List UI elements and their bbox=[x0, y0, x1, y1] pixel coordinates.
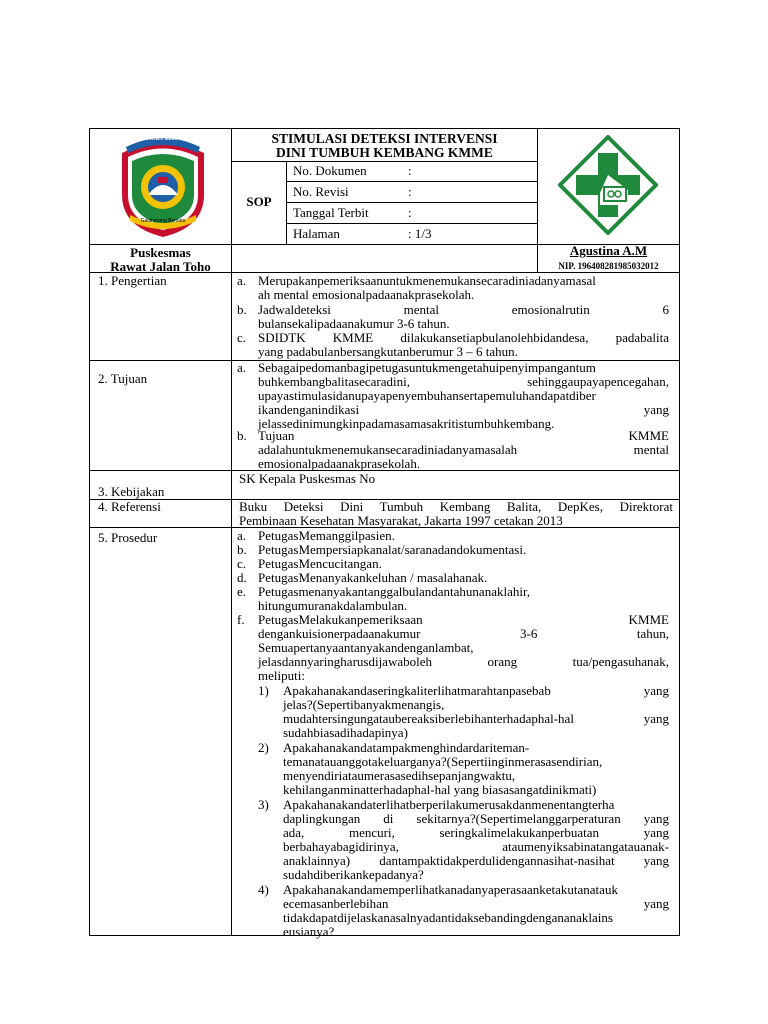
institution-line-2: Rawat Jalan Toho bbox=[110, 259, 211, 275]
item-text: adalahuntukmenemukansecaradiniadanyamasalah mental bbox=[258, 442, 669, 457]
question-1 bbox=[258, 684, 673, 742]
question-text: jelas?(Sepertibanyakmenangis, bbox=[283, 697, 445, 712]
question-text: menyendiriataumerasasedihsepanjangwaktu, bbox=[283, 768, 516, 783]
item-text: PetugasMempersiapkanalat/saranadandokumentasi. bbox=[258, 542, 527, 557]
item-text: buhkembangbalitasecaradini, sehinggaupayapencegahan, bbox=[258, 374, 669, 389]
item-text: hitungumuranakdalambulan. bbox=[258, 598, 408, 613]
question-4 bbox=[258, 883, 673, 941]
item-text: Jadwaldeteksi mental emosionalrutin 6 bbox=[258, 302, 669, 317]
signer-name: Agustina A.M bbox=[569, 243, 648, 258]
doc-field-value: : bbox=[408, 184, 412, 199]
tujuan-item-a bbox=[237, 361, 673, 433]
tujuan-item-b bbox=[237, 429, 673, 473]
item-text: ikandenganindikasi yang bbox=[258, 402, 669, 417]
referensi-text bbox=[239, 500, 673, 529]
logo-arch-text: KABUPATEN MEMPAWAH bbox=[132, 136, 194, 142]
rule-field-2 bbox=[286, 202, 537, 203]
question-text: anaklainnya) dantampaktidakperdulidengannasihat-nasihat yang bbox=[283, 853, 669, 868]
rule-field-3 bbox=[286, 223, 537, 224]
item-text: PetugasMelakukanpemeriksaan KMME bbox=[258, 612, 669, 627]
kebijakan-text: SK Kepala Puskesmas No bbox=[239, 471, 376, 486]
puskesmas-logo bbox=[558, 135, 658, 235]
item-marker: a. bbox=[237, 273, 247, 288]
item-text: PetugasMenanyakankeluhan / masalahanak. bbox=[258, 570, 488, 585]
row-label-tujuan: 2. Tujuan bbox=[98, 371, 148, 386]
doc-field-label: No. Revisi bbox=[293, 184, 349, 199]
item-marker: a. bbox=[237, 528, 247, 543]
signer-nip: NIP. 196408281985032012 bbox=[558, 261, 659, 271]
item-text: PetugasMencucitangan. bbox=[258, 556, 382, 571]
rule-left-col bbox=[231, 129, 232, 935]
question-text: eusianya? bbox=[283, 924, 335, 939]
pengertian-item-a bbox=[237, 274, 673, 304]
item-marker: b. bbox=[237, 542, 247, 557]
question-text: kehilanganminatterhadaphal-hal yang biasasangatdinikmati) bbox=[283, 782, 597, 797]
item-text: Sebagaipedomanbagipetugasuntukmengetahuipenyimpangantum bbox=[258, 360, 596, 375]
row-label-referensi: 4. Referensi bbox=[98, 499, 161, 514]
question-text: Apakahanakandaseringkaliterlihatmarahtanpasebab yang bbox=[283, 683, 669, 698]
item-text: bulansekalipadaanakumur 3-6 tahun. bbox=[258, 316, 450, 331]
item-marker: c. bbox=[237, 556, 247, 571]
rule-title-bottom bbox=[232, 161, 537, 162]
title-line-2: DINI TUMBUH KEMBANG KMME bbox=[276, 145, 493, 160]
question-text: Apakahanakandatampakmenghindardariteman- bbox=[283, 740, 530, 755]
prosedur-item-f bbox=[237, 613, 673, 685]
logo-motto-text: Galaherang Bersatu bbox=[140, 218, 186, 224]
item-text: emosionalpadaanakprasekolah. bbox=[258, 456, 421, 471]
item-marker: a. bbox=[237, 360, 247, 375]
sop-document bbox=[89, 128, 680, 939]
question-2 bbox=[258, 741, 673, 799]
question-text: tidakdapatdijelaskanasalnyadantidaksebandingdengananaklains bbox=[283, 910, 613, 925]
item-marker: b. bbox=[237, 428, 247, 443]
row-label-prosedur: 5. Prosedur bbox=[98, 530, 158, 545]
health-cross-icon bbox=[558, 135, 658, 235]
item-marker: e. bbox=[237, 584, 247, 599]
question-text: ada, mencuri, seringkalimelakukanperbuatan yang bbox=[283, 825, 669, 840]
item-text: PetugasMemanggilpasien. bbox=[258, 528, 395, 543]
doc-field-value: : bbox=[408, 205, 412, 220]
question-text: daplingkungan di sekitarnya?(Sepertimelanggarperaturan yang bbox=[283, 811, 669, 826]
item-text: ah mental emosionalpadaanakprasekolah. bbox=[258, 287, 475, 302]
institution-line-1: Puskesmas bbox=[130, 245, 191, 260]
referensi-line-1: Buku Deteksi Dini Tumbuh Kembang Balita, DepKes, Direktorat bbox=[239, 499, 673, 514]
pengertian-item-b bbox=[237, 303, 673, 333]
question-text: Apakahanakandaterlihatberperilakumerusakdanmenentangterha bbox=[283, 797, 615, 812]
question-text: ecemasanberlebihan yang bbox=[283, 896, 669, 911]
question-text: sudahdiberikankepadanya? bbox=[283, 867, 424, 882]
question-text: sudahbiasadihadapinya) bbox=[283, 725, 408, 740]
item-marker: b. bbox=[237, 302, 247, 317]
item-text: jelasdannyaringharusdijawaboleh orang tua/pengasuhanak, bbox=[258, 654, 669, 669]
institution-name bbox=[90, 246, 231, 275]
question-3 bbox=[258, 798, 673, 884]
item-text: dengankuisionerpadaanakumur 3-6 tahun, bbox=[258, 626, 669, 641]
rule-field-1 bbox=[286, 181, 537, 182]
pengertian-item-c bbox=[237, 331, 673, 361]
question-marker: 4) bbox=[258, 882, 269, 897]
item-text: yang padabulanbersangkutanberumur 3 – 6 tahun. bbox=[258, 344, 518, 359]
rule-sop-col bbox=[286, 161, 287, 244]
item-marker: f. bbox=[237, 612, 245, 627]
question-text: mudahtersingungataubereaksiberlebihanterhadaphal-hal yang bbox=[283, 711, 669, 726]
doc-field-value: : 1/3 bbox=[408, 226, 432, 241]
item-marker: d. bbox=[237, 570, 247, 585]
doc-field-label: Tanggal Terbit bbox=[293, 205, 369, 220]
prosedur-item-e bbox=[237, 585, 673, 615]
item-text: meliputi: bbox=[258, 668, 305, 683]
item-text: Tujuan KMME bbox=[258, 428, 669, 443]
item-text: upayastimulasidanupayapenyembuhansertapemuluhandapatdiber bbox=[258, 388, 596, 403]
doc-field-label: No. Dokumen bbox=[293, 163, 367, 178]
item-marker: c. bbox=[237, 330, 247, 345]
doc-field-value: : bbox=[408, 163, 412, 178]
item-text: Merupakanpemeriksaanuntukmenemukansecaradiniadanyamasal bbox=[258, 273, 596, 288]
row-label-pengertian: 1. Pengertian bbox=[98, 273, 167, 288]
item-text: jelassedinimungkinpadamasamasakritistumbuhkembang. bbox=[258, 416, 555, 431]
question-marker: 3) bbox=[258, 797, 269, 812]
item-text: Petugasmenanyakantanggalbulandantahunanaklahir, bbox=[258, 584, 531, 599]
item-text: Semuapertanyaantanyakandenganlambat, bbox=[258, 640, 474, 655]
referensi-line-2: Pembinaan Kesehatan Masyarakat, Jakarta 1997 cetakan 2013 bbox=[239, 513, 563, 529]
question-marker: 2) bbox=[258, 740, 269, 755]
question-text: temanatauanggotakeluarganya?(Sepertiinginmerasasendirian, bbox=[283, 754, 603, 769]
title-line-1: STIMULASI DETEKSI INTERVENSI bbox=[271, 131, 498, 146]
kabupaten-mempawah-logo bbox=[116, 135, 210, 239]
question-marker: 1) bbox=[258, 683, 269, 698]
doc-field-label: Halaman bbox=[293, 226, 340, 241]
question-text: berbahayabagidirinya, ataumenyiksabinatangatauanak- bbox=[283, 839, 669, 854]
row-label-kebijakan: 3. Kebijakan bbox=[98, 484, 165, 499]
item-text: SDIDTK KMME dilakukansetiapbulanolehbidandesa, padabalita bbox=[258, 330, 669, 345]
sop-label: SOP bbox=[246, 194, 272, 209]
question-text: Apakahanakandamemperlihatkanadanyaperasaanketakutanatauk bbox=[283, 882, 618, 897]
document-title bbox=[232, 132, 537, 160]
